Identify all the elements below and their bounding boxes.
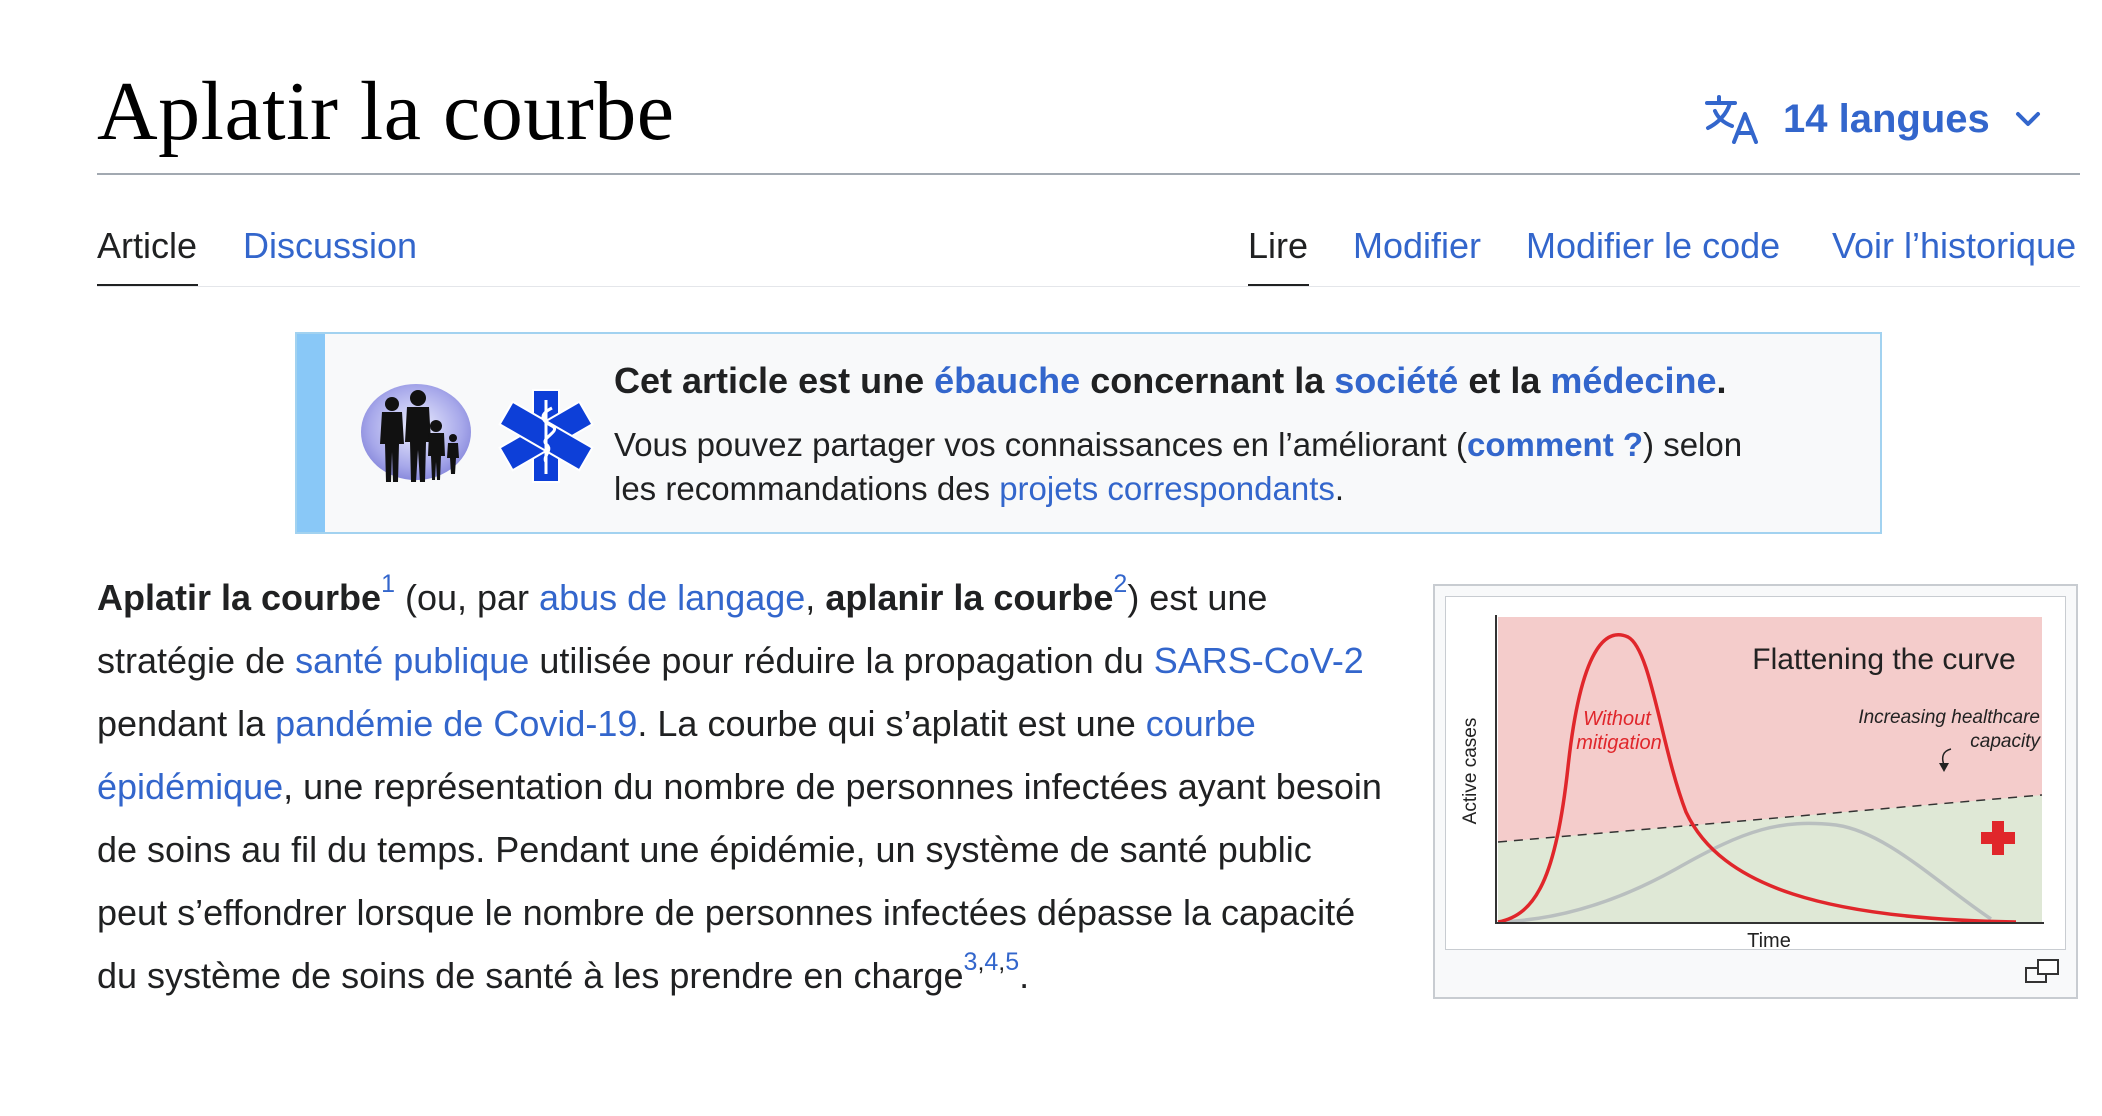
languages-label: 14 langues xyxy=(1783,96,1990,141)
flattening-curve-image[interactable] xyxy=(1445,596,2066,950)
family-icon xyxy=(360,382,472,491)
label-without-line1: Without xyxy=(1583,708,1651,730)
link-societe[interactable]: société xyxy=(1334,360,1459,401)
tab-modifier-le-code[interactable]: Modifier le code xyxy=(1526,225,1781,266)
label-capacity-line1: Increasing healthcare xyxy=(1858,707,2040,728)
link-medecine[interactable]: médecine xyxy=(1550,360,1717,401)
link-comment[interactable]: comment ? xyxy=(1467,426,1644,463)
stub-notice xyxy=(295,332,1882,534)
tab-discussion[interactable]: Discussion xyxy=(243,225,418,266)
stub-notice-text: Vous pouvez partager vos connaissances en l’améliorant (comment ?) selon xyxy=(614,426,1743,463)
page-title: Aplatir la courbe xyxy=(97,65,675,158)
label-without-line2: mitigation xyxy=(1576,732,1662,754)
y-axis-label: Active cases xyxy=(1460,717,1481,825)
tab-voir-historique[interactable]: Voir l’historique xyxy=(1832,225,2077,266)
link-abus-de-langage[interactable]: abus de langage xyxy=(539,577,806,618)
reference-2[interactable]: 2 xyxy=(1113,570,1128,598)
tabs-divider xyxy=(97,286,2080,287)
label-capacity-line2: capacity xyxy=(1970,731,2040,752)
x-axis-label: Time xyxy=(1747,930,1791,951)
link-ebauche[interactable]: ébauche xyxy=(934,360,1081,401)
link-pandemie-covid-19[interactable]: pandémie de Covid-19 xyxy=(275,703,638,744)
reference-5[interactable]: 5 xyxy=(1005,948,1020,976)
tab-modifier[interactable]: Modifier xyxy=(1353,225,1482,266)
link-sante-publique[interactable]: santé publique xyxy=(295,640,530,681)
translate-icon xyxy=(1703,94,1763,144)
enlarge-icon[interactable] xyxy=(2025,958,2059,989)
chevron-down-icon xyxy=(2010,104,2046,134)
tab-lire[interactable]: Lire xyxy=(1248,225,1309,266)
stub-notice-bar xyxy=(297,334,325,532)
reference-4[interactable]: 4 xyxy=(984,948,999,976)
languages-button[interactable] xyxy=(1703,92,2046,146)
chart-title: Flattening the curve xyxy=(1752,643,2016,676)
stub-notice-text-2: les recommandations des projets correspondants. xyxy=(614,470,1345,507)
star-of-life-icon xyxy=(496,386,596,491)
title-divider xyxy=(97,173,2080,175)
reference-1[interactable]: 1 xyxy=(381,570,395,598)
tab-article[interactable]: Article xyxy=(97,225,198,266)
link-courbe-epidemique[interactable]: courbe épidémique xyxy=(97,703,1256,807)
figure-thumbnail xyxy=(1433,584,2078,999)
link-projets-correspondants[interactable]: projets correspondants xyxy=(999,470,1335,507)
stub-notice-heading: Cet article est une ébauche concernant la société et la médecine. xyxy=(614,360,1727,401)
link-sars-cov-2[interactable]: SARS-CoV-2 xyxy=(1153,640,1364,681)
intro-paragraph: Aplatir la courbe$^1$ (ou, par abus de langage, aplanir la courbe$^2$) est une stratégie de santé publique utilisée pour réduire la propagation du SARS-CoV-2 pendant la pandémie de Covid-19. La courbe qui s’aplatit est une courbe épidémique, une représentation du nombre de personnes infectées ayant besoin de soins au fil du temps. Pendant une épidémie, un système de santé public peut s’effondrer lorsque le nombre de personnes infectées dépasse la capacité du système de soins de santé à les prendre en charge$^{3,4,5}$. xyxy=(97,570,1382,996)
reference-3[interactable]: 3 xyxy=(963,948,978,976)
